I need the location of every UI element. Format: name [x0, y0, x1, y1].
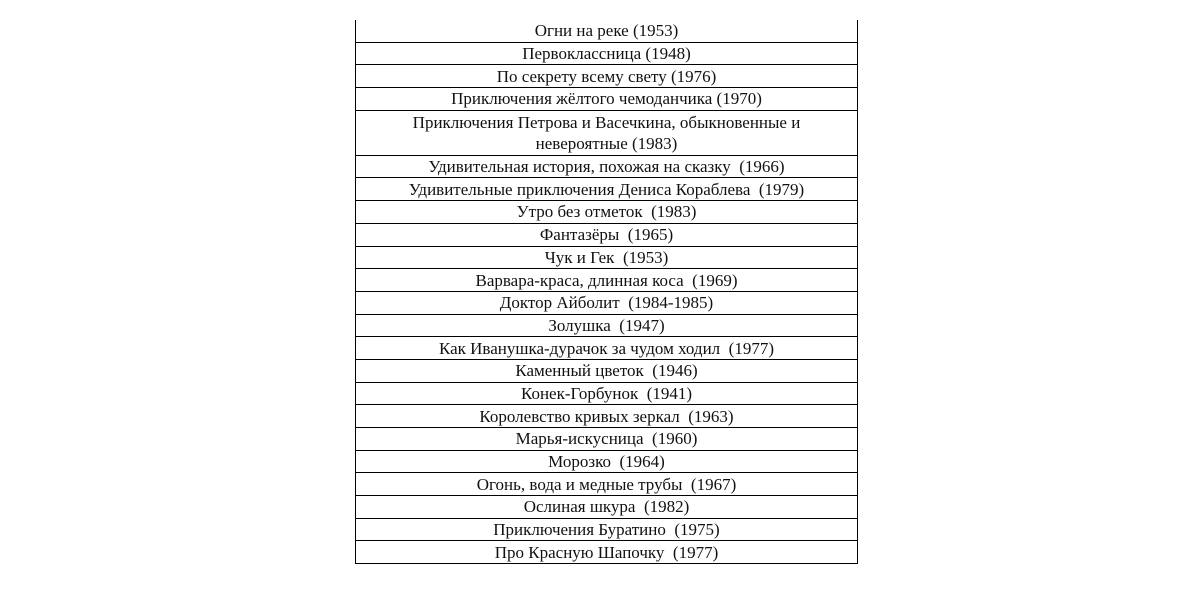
table-row	[356, 65, 858, 88]
film-cell: Удивительные приключения Дениса Кораблева (1979)	[356, 178, 858, 201]
table-row	[356, 178, 858, 201]
table-row	[356, 450, 858, 473]
table-row	[356, 337, 858, 360]
table-row	[356, 201, 858, 224]
table-row	[356, 20, 858, 42]
film-cell: Ослиная шкура (1982)	[356, 496, 858, 519]
table-row	[356, 518, 858, 541]
table-row	[356, 155, 858, 178]
film-cell: Доктор Айболит (1984-1985)	[356, 291, 858, 314]
table-row	[356, 473, 858, 496]
film-cell: Золушка (1947)	[356, 314, 858, 337]
film-cell: Морозко (1964)	[356, 450, 858, 473]
table-row	[356, 291, 858, 314]
table-row	[356, 428, 858, 451]
table-row	[356, 359, 858, 382]
table-row	[356, 269, 858, 292]
film-cell: Фантазёры (1965)	[356, 223, 858, 246]
table-row	[356, 382, 858, 405]
table-row	[356, 314, 858, 337]
film-cell: Приключения Петрова и Васечкина, обыкновенные и невероятные (1983)	[356, 110, 858, 155]
table-row	[356, 110, 858, 155]
table-row	[356, 88, 858, 111]
film-cell: Каменный цветок (1946)	[356, 359, 858, 382]
film-cell: Конек-Горбунок (1941)	[356, 382, 858, 405]
film-cell: Удивительная история, похожая на сказку (1966)	[356, 155, 858, 178]
film-cell: Приключения жёлтого чемоданчика (1970)	[356, 88, 858, 111]
film-cell: Приключения Буратино (1975)	[356, 518, 858, 541]
film-cell: Чук и Гек (1953)	[356, 246, 858, 269]
film-table	[355, 20, 858, 564]
film-cell: Огни на реке (1953)	[356, 20, 858, 42]
film-cell: Огонь, вода и медные трубы (1967)	[356, 473, 858, 496]
table-row	[356, 496, 858, 519]
film-cell: Королевство кривых зеркал (1963)	[356, 405, 858, 428]
film-cell: Марья-искусница (1960)	[356, 428, 858, 451]
table-row	[356, 246, 858, 269]
film-cell: Утро без отметок (1983)	[356, 201, 858, 224]
film-cell: Первоклассница (1948)	[356, 42, 858, 65]
table-row	[356, 405, 858, 428]
film-cell: Как Иванушка-дурачок за чудом ходил (1977)	[356, 337, 858, 360]
film-cell: Варвара-краса, длинная коса (1969)	[356, 269, 858, 292]
table-row	[356, 541, 858, 564]
film-table-body	[356, 20, 858, 564]
film-cell: Про Красную Шапочку (1977)	[356, 541, 858, 564]
film-cell: По секрету всему свету (1976)	[356, 65, 858, 88]
table-row	[356, 223, 858, 246]
table-row	[356, 42, 858, 65]
